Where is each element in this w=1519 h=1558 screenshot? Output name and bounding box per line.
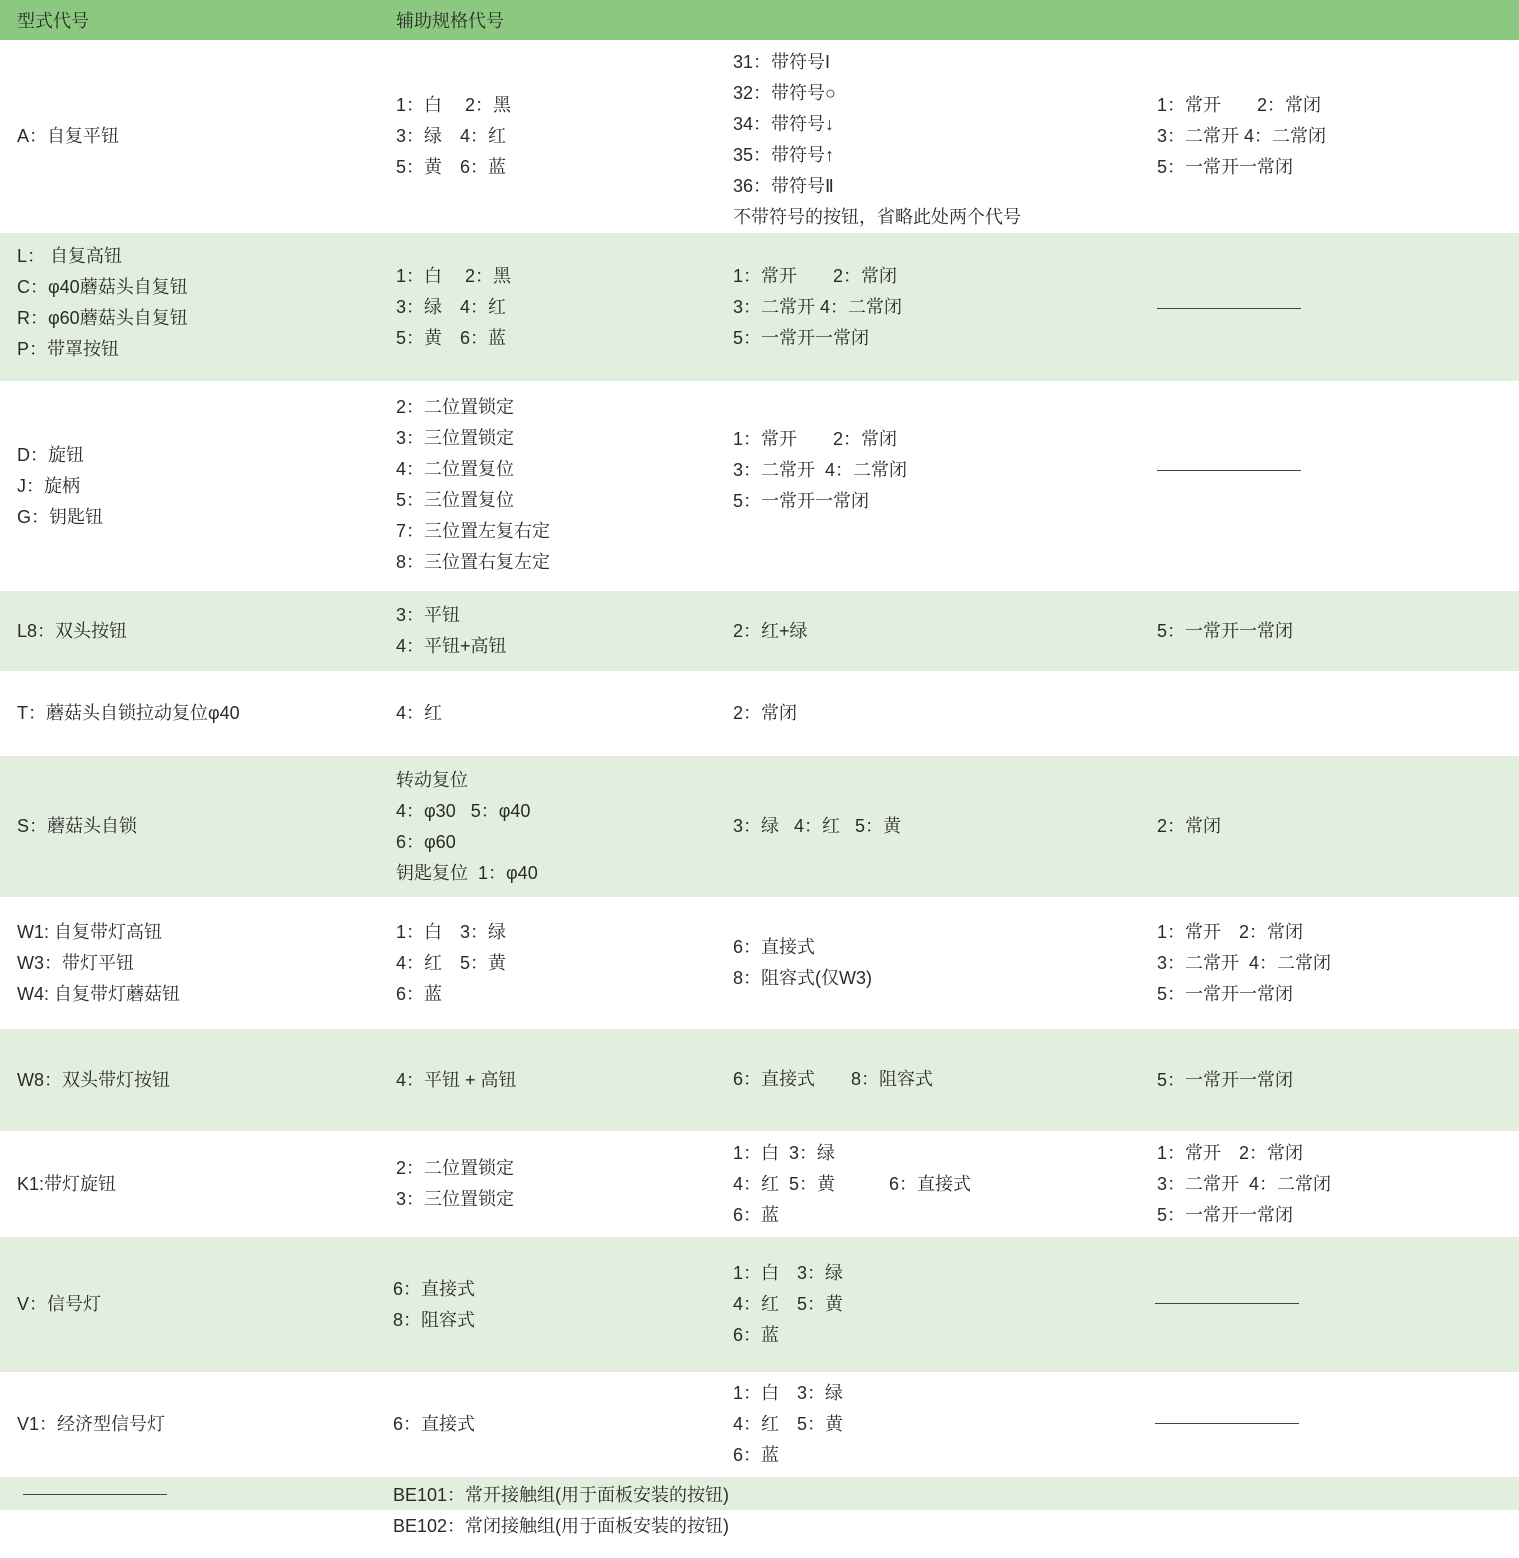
model-cell: W8：双头带灯按钮: [17, 1069, 170, 1090]
spec-cell: 1：白 2：黑 3：绿 4：红 5：黄 6：蓝: [396, 95, 512, 177]
spec-cell: 2：常闭: [733, 703, 798, 723]
contact-cell-empty: [1157, 381, 1301, 557]
spec-cell: 2：二位置锁定 3：三位置锁定 4：二位置复位 5：三位置复位 7：三位置左复右定 8：三位置右复左定: [396, 397, 551, 572]
model-cell: T：蘑菇头自锁拉动复位φ40: [17, 703, 240, 723]
spec-cell: 2：二位置锁定 3：三位置锁定: [396, 1158, 515, 1209]
contact-cell: 2：常闭: [1157, 816, 1222, 836]
spec-cell: 1：白 3：绿 4：红 5：黄 6：直接式 6：蓝: [733, 1142, 972, 1225]
spec-cell: 1：白 2：黑 3：绿 4：红 5：黄 6：蓝: [396, 265, 512, 348]
spec-cell: 2：红+绿: [733, 620, 808, 641]
dash-line: [1155, 1303, 1299, 1304]
spec-cell: 6：直接式 8：阻容式: [393, 1278, 476, 1330]
dash-line: [1157, 308, 1301, 309]
spec-cell: 1：白 3：绿 4：红 5：黄 6：蓝: [733, 1383, 844, 1465]
model-cell: S：蘑菇头自锁: [17, 816, 138, 836]
header-aux-spec-code: 辅助规格代号: [396, 11, 504, 31]
contact-cell: 1：常开 2：常闭 3：二常开 4：二常闭 5：一常开一常闭: [1157, 1142, 1332, 1225]
spec-cell: 6：直接式 8：阻容式(仅W3): [733, 937, 872, 988]
spec-cell: 4：平钮 + 高钮: [396, 1069, 517, 1090]
spec-cell: 4：红: [396, 703, 443, 723]
spec-cell: 6：直接式: [393, 1414, 476, 1434]
contact-cell: 1：常开 2：常闭 3：二常开 4：二常闭 5：一常开一常闭: [1157, 95, 1327, 177]
contact-cell-empty: [1155, 1237, 1299, 1367]
spec-cell: 6：直接式 8：阻容式: [733, 1068, 934, 1089]
dash-line: [1157, 470, 1301, 471]
model-cell: V：信号灯: [17, 1294, 102, 1314]
footer-spec: [393, 1480, 729, 1542]
model-cell: D：旋钮 J：旋柄 G：钥匙钮: [17, 444, 104, 527]
spec-cell: 3：平钮 4：平钮+高钮: [396, 605, 507, 656]
model-cell: L： 自复高钮 C：φ40蘑菇头自复钮 R：φ60蘑菇头自复钮 P：带罩按钮: [17, 246, 188, 359]
footer-line: BE101：常开接触组(用于面板安装的按钮): [393, 1485, 730, 1505]
contact-cell: 5：一常开一常闭: [1157, 620, 1294, 641]
spec-cell: 1：常开 2：常闭 3：二常开 4：二常闭 5：一常开一常闭: [733, 428, 908, 511]
model-cell: A：自复平钮: [17, 126, 120, 146]
spec-cell: 1：常开 2：常闭 3：二常开 4：二常闭 5：一常开一常闭: [733, 265, 903, 348]
table-header: [0, 0, 1519, 40]
contact-cell: 5：一常开一常闭: [1157, 1069, 1294, 1090]
model-cell: W1: 自复带灯高钮 W3：带灯平钮 W4: 自复带灯蘑菇钮: [17, 921, 181, 1004]
spec-cell: 3：绿 4：红 5：黄: [733, 816, 902, 836]
model-cell: K1:带灯旋钮: [17, 1173, 117, 1194]
header-model-code: 型式代号: [17, 11, 89, 31]
model-cell: L8：双头按钮: [17, 620, 128, 641]
table-row-footer: [0, 1477, 1519, 1510]
contact-cell: 1：常开 2：常闭 3：二常开 4：二常闭 5：一常开一常闭: [1157, 921, 1332, 1004]
dash-line: [1155, 1423, 1299, 1424]
contact-cell-empty: [1157, 233, 1301, 381]
spec-cell: 1：白 3：绿 4：红 5：黄 6：蓝: [396, 921, 507, 1004]
contact-cell-empty: [1155, 1372, 1299, 1472]
footer-line: BE102：常闭接触组(用于面板安装的按钮): [393, 1516, 730, 1536]
spec-cell: 转动复位 4：φ30 5：φ40 6：φ60 钥匙复位 1：φ40: [396, 769, 538, 883]
model-cell: V1：经济型信号灯: [17, 1414, 166, 1434]
spec-cell: 31：带符号I 32：带符号○ 34：带符号↓ 35：带符号↑ 36：带符号Ⅱ 不带符号的按钮，省略此处两个代号: [733, 52, 1021, 227]
dash-line: [23, 1494, 167, 1495]
footer-model-empty: [23, 1477, 167, 1510]
spec-cell: 1：白 3：绿 4：红 5：黄 6：蓝: [733, 1263, 844, 1345]
